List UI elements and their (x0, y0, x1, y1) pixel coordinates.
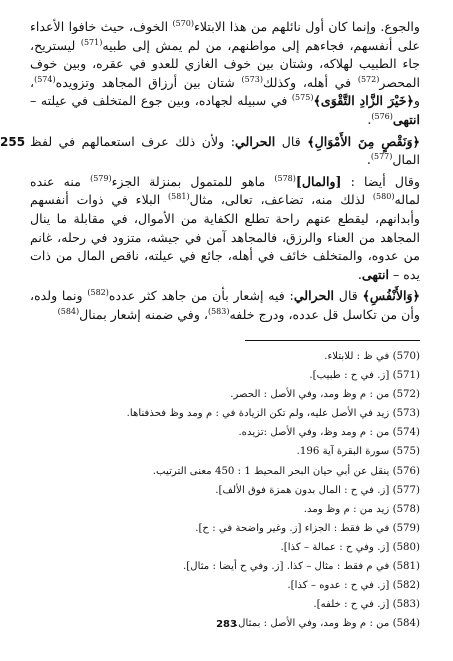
footnote: (570) في ظ : للابتلاء. (324, 351, 420, 362)
footnote-marker: (575) (291, 93, 314, 103)
text-paragraph (30, 18, 420, 130)
footnote: (576) ينقل عن أبي حيان البحر المحيط 1 : 450 معنى الترتيب. (152, 465, 420, 477)
footnote: (580) [ز. وفي ح : عمالة – كذا]. (280, 541, 420, 553)
text-run: وقال أيضا : (341, 173, 421, 189)
footnote-marker: (584) (57, 306, 80, 316)
text-run: . (357, 266, 362, 282)
footnote: (582) [ز. في ح : عدوه – كذا]. (287, 580, 420, 592)
page-number: 283 (216, 619, 237, 630)
text-run: ، وفي ضمنه إشعار بمنال (79, 306, 208, 322)
footnote: (581) في م فقط : مثال – كذا. [ز. وفي ح أيضا : مثال]. (183, 561, 420, 573)
footnote-marker: (578) (274, 173, 296, 183)
text-run: : فيه إشعار بأن من جاهد كثر عدده (108, 288, 294, 304)
text-run: شتان بين أرزاق المجاهد وتزويده (55, 74, 242, 90)
footnote: (577) [ز. في ح : المال بدون همزة فوق الألف]. (215, 484, 420, 496)
text-run: . (366, 152, 371, 168)
footnote: (579) في ظ فقط : الجزاء [ز. وغير واضحة في : ح]. (195, 522, 420, 534)
footnote-marker: (577) (370, 151, 393, 161)
bold-term: انتهى (392, 111, 420, 127)
text-run: . (367, 111, 372, 127)
text-run: الخوف، حيث خافوا الأعداء على أنفسهم، فجاءهم إلى مواطنهم، من لم يمش إلى طبيه (30, 19, 420, 53)
text-run: والجوع. وإنما كان أول نائلهم من هذا الابتلاء (194, 19, 420, 34)
footnote-separator (245, 340, 420, 341)
text-paragraph (30, 287, 420, 324)
footnote-marker: (571) (80, 37, 103, 47)
footnote-marker: (576) (371, 111, 393, 121)
text-run: قال (275, 133, 308, 149)
footnote: (575) سورة البقرة آية 196. (296, 446, 420, 458)
footnote: (578) زيد من : م وظ ومد. (303, 503, 420, 515)
quran-quote: ﴿خَيْرَ الزَّادِ التَّقْوَى﴾ (313, 93, 414, 109)
footnote: (572) من : م وظ ومد، وفي الأصل : الحصر. (230, 389, 420, 401)
text-run: قال (334, 288, 363, 304)
text-paragraph (30, 173, 420, 285)
main-text (0, 18, 421, 328)
bold-term: [والمال] (295, 173, 342, 189)
footnote: (571) [ز. في ح : طبيب]. (309, 370, 420, 382)
footnote-marker: (579) (90, 173, 112, 183)
text-run: البلاء في ذوات أنفسهم وأبدانهم، ليقطع عنهم راحة تطلع الكفاية من الأموال، في مقابلة ما ينال المجاهد من العناء والرزق، فالمجاهد آمن في جيشه، متزود في رحله، غانم من عدوه، والمتخلف خائف في أهله، جائع في عيلته، ناقص المال من ذات يده – (30, 192, 420, 282)
footnote: (574) من : م ومد وظ، وفي الأصل :تزيده. (238, 427, 420, 439)
quran-quote: ﴿وَنَقْصٍ مِنَ الأَمْوَالِ﴾ (307, 133, 421, 149)
section-paragraph (0, 133, 421, 170)
footnote-marker: (574) (34, 74, 56, 84)
footnote: (583) [ز. في ح : خلفه]. (313, 599, 420, 611)
text-run: لذلك منه، تضاعف، تعالى، مثال (189, 192, 373, 208)
footnote-marker: (581) (168, 192, 190, 202)
footnote-marker: (580) (372, 192, 395, 202)
text-run: ، و (30, 74, 420, 109)
text-run: منه عنده لماله (30, 173, 420, 208)
text-run: ماهو للمتمول بمنزلة الجزء (111, 173, 275, 189)
text-run: ليستريح، جاء الطبيب لهلاكه، وشتان بين خوف الغازي للعدو في عقره، وبين خوف المحصر (30, 37, 420, 90)
bold-term: الحرالي (234, 133, 276, 149)
bold-term: الحرالي (293, 288, 335, 304)
footnote-marker: (573) (241, 74, 263, 84)
section-number: 255 (0, 134, 26, 149)
text-run: : ولأن ذلك عرف استعمالهم في لفظ المال (30, 133, 420, 168)
text-run: في أهله، وكذلك (263, 74, 358, 90)
footnote-marker: (582) (87, 288, 109, 298)
footnote-marker: (572) (357, 74, 380, 84)
footnote: (573) زيد في الأصل عليه، ولم تكن الزيادة في : م ومد وظ فحذفناها. (126, 408, 420, 420)
text-run: في سبيله لجهاده، وبين جوع المتخلف في عيلته – (30, 93, 292, 109)
footnote-marker: (570) (172, 18, 194, 28)
bold-term: انتهى (361, 266, 389, 282)
footnote: (584) من : م وظ ومد، وفي الأصل : بمثال. (234, 618, 420, 630)
quran-quote: ﴿وَالأَنْفُسِ﴾ (362, 288, 420, 304)
text-run: ونما ولده، وأن من تكاسل قل عدده، ودرج خلفه (30, 288, 420, 322)
footnote-marker: (583) (207, 306, 230, 316)
footnotes-list (30, 347, 420, 633)
